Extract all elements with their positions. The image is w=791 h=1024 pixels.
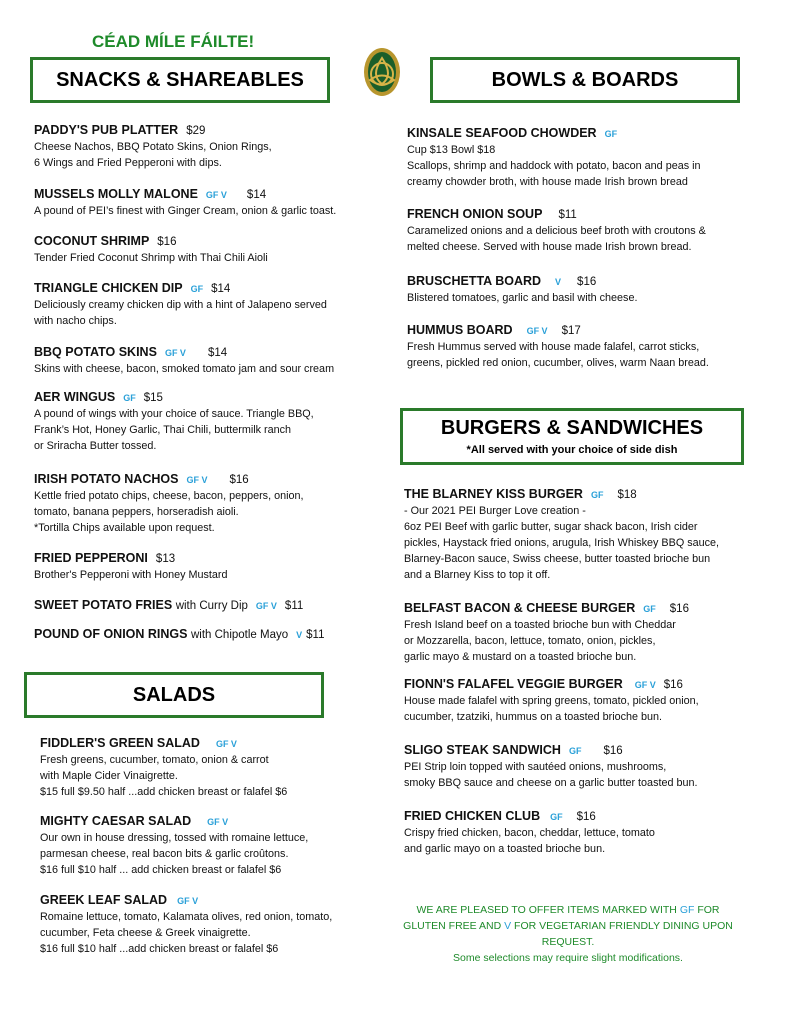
greeting: CÉAD MÍLE FÁILTE! bbox=[92, 32, 255, 51]
item-name: GREEK LEAF SALAD bbox=[40, 893, 168, 907]
item-name: KINSALE SEAFOOD CHOWDER bbox=[407, 126, 597, 140]
item-desc: Fresh Hummus served with house made falafel, carrot sticks, bbox=[407, 341, 700, 353]
item-name: MUSSELS MOLLY MALONE bbox=[34, 187, 198, 201]
dietary-tag: GF V bbox=[164, 348, 186, 358]
menu-item bbox=[34, 234, 268, 266]
item-desc: Kettle fried potato chips, cheese, bacon, peppers, onion, bbox=[34, 490, 304, 502]
dietary-tag: GF V bbox=[634, 680, 656, 690]
item-desc: Romaine lettuce, tomato, Kalamata olives, red onion, tomato, bbox=[40, 911, 333, 923]
dietary-tag: GF V bbox=[207, 817, 229, 827]
salads-title: SALADS bbox=[132, 683, 216, 706]
item-desc: creamy chowder broth, with house made Irish brown bread bbox=[407, 176, 688, 188]
item-desc: Blarney-Bacon sauce, Swiss cheese, butter toasted brioche bun bbox=[404, 553, 711, 565]
item-price: $14 bbox=[207, 347, 228, 359]
item-desc: Our own in house dressing, tossed with romaine lettuce, bbox=[40, 832, 309, 844]
menu-item bbox=[407, 126, 701, 190]
item-desc: and a Blarney Kiss to top it off. bbox=[404, 569, 551, 581]
menu-item bbox=[34, 627, 324, 641]
menu-item bbox=[34, 281, 327, 329]
burgers-subtitle: *All served with your choice of side dish bbox=[466, 444, 678, 456]
menu-item bbox=[404, 677, 699, 725]
menu-item bbox=[404, 601, 689, 665]
dietary-tag: GF bbox=[568, 746, 582, 756]
dietary-tag: GF bbox=[604, 129, 618, 139]
note-modifications: Some selections may require slight modifications. bbox=[453, 952, 683, 964]
burgers-title: BURGERS & SANDWICHES bbox=[440, 417, 704, 439]
item-desc: Crispy fried chicken, bacon, cheddar, lettuce, tomato bbox=[404, 827, 655, 839]
menu-item bbox=[34, 345, 334, 377]
dietary-tag: V bbox=[296, 630, 303, 640]
menu-item bbox=[407, 323, 709, 371]
item-name: MIGHTY CAESAR SALAD bbox=[40, 814, 192, 828]
item-price: $29 bbox=[186, 125, 206, 137]
item-desc: A pound of wings with your choice of sauce. Triangle BBQ, bbox=[34, 408, 314, 420]
item-desc: Fresh Island beef on a toasted brioche bun with Cheddar bbox=[404, 619, 676, 631]
celtic-knot-icon bbox=[360, 44, 404, 100]
item-desc: Caramelized onions and a delicious beef broth with croutons & bbox=[407, 225, 706, 237]
note-text: WE ARE PLEASED TO OFFER ITEMS MARKED WITH bbox=[416, 904, 680, 916]
item-price: $11 bbox=[306, 629, 325, 641]
dietary-tag: GF bbox=[190, 284, 204, 294]
menu-item bbox=[404, 487, 719, 583]
menu-item bbox=[34, 551, 228, 583]
item-name: SWEET POTATO FRIES bbox=[34, 598, 173, 612]
item-desc: pickles, Haystack fried onions, arugula, Irish Whiskey BBQ sauce, bbox=[404, 537, 720, 549]
item-price: $16 bbox=[157, 236, 177, 248]
dietary-tag: GF V bbox=[186, 475, 208, 485]
item-desc: and garlic mayo on a toasted brioche bun. bbox=[404, 843, 606, 855]
dietary-note bbox=[398, 902, 738, 966]
item-desc: cucumber, Feta cheese & Greek vinaigrette. bbox=[40, 927, 251, 939]
item-price: $16 bbox=[576, 811, 596, 823]
item-desc: Scallops, shrimp and haddock with potato, bacon and peas in bbox=[407, 160, 701, 172]
item-desc: House made falafel with spring greens, tomato, pickled onion, bbox=[404, 695, 699, 707]
item-desc: $16 full $10 half ...add chicken breast or falafel $6 bbox=[40, 943, 279, 955]
item-desc: cucumber, tzatziki, hummus on a toasted brioche bun. bbox=[404, 711, 663, 723]
item-name: HUMMUS BOARD bbox=[407, 323, 513, 337]
item-desc: garlic mayo & mustard on a toasted brioche bun. bbox=[404, 651, 637, 663]
item-desc: parmesan cheese, real bacon bits & garlic croûtons. bbox=[40, 848, 289, 860]
dietary-tag: GF V bbox=[215, 739, 237, 749]
menu-item bbox=[407, 274, 637, 306]
item-name: FRIED CHICKEN CLUB bbox=[404, 809, 541, 823]
menu-item bbox=[34, 598, 303, 612]
menu-item bbox=[40, 736, 287, 800]
item-desc: *Tortilla Chips available upon request. bbox=[34, 522, 215, 534]
item-desc: greens, pickled red onion, cucumber, olives, warm Naan bread. bbox=[407, 357, 709, 369]
bowls-title: BOWLS & BOARDS bbox=[491, 68, 679, 91]
item-price: $14 bbox=[246, 189, 267, 201]
item-desc: 6 Wings and Fried Pepperoni with dips. bbox=[34, 157, 222, 169]
item-name: SLIGO STEAK SANDWICH bbox=[404, 743, 561, 757]
dietary-tag: GF bbox=[590, 490, 604, 500]
item-desc: Cup $13 Bowl $18 bbox=[407, 144, 496, 156]
menu-item bbox=[404, 809, 655, 857]
item-price: $16 bbox=[663, 679, 683, 691]
dietary-tag: GF bbox=[643, 604, 656, 614]
item-price: $17 bbox=[561, 325, 581, 337]
item-desc: 6oz PEI Beef with garlic butter, sugar shack bacon, Irish cider bbox=[404, 521, 698, 533]
item-desc: Cheese Nachos, BBQ Potato Skins, Onion Rings, bbox=[34, 141, 272, 153]
item-desc: $15 full $9.50 half ...add chicken breast or falafel $6 bbox=[40, 786, 288, 798]
item-desc: or Sriracha Butter tossed. bbox=[34, 440, 157, 452]
item-name: AER WINGUS bbox=[34, 390, 116, 404]
item-desc: with nacho chips. bbox=[34, 315, 117, 327]
item-name: TRIANGLE CHICKEN DIP bbox=[34, 281, 183, 295]
item-desc: Skins with cheese, bacon, smoked tomato jam and sour cream bbox=[34, 363, 335, 375]
item-price: $14 bbox=[211, 283, 231, 295]
menu-item bbox=[407, 207, 706, 255]
item-name: IRISH POTATO NACHOS bbox=[34, 472, 179, 486]
menu-item bbox=[404, 743, 698, 791]
item-desc: - Our 2021 PEI Burger Love creation - bbox=[404, 505, 586, 517]
item-desc: $16 full $10 half ... add chicken breast or falafel $6 bbox=[40, 864, 282, 876]
item-price: $13 bbox=[155, 553, 176, 565]
item-price: $16 bbox=[229, 474, 249, 486]
v-label: V bbox=[504, 920, 512, 932]
item-name: BRUSCHETTA BOARD bbox=[407, 274, 542, 288]
item-extra: with Chipotle Mayo bbox=[190, 629, 289, 641]
item-name: POUND OF ONION RINGS bbox=[34, 627, 188, 641]
item-desc: PEI Strip loin topped with sautéed onions, mushrooms, bbox=[404, 761, 667, 773]
item-price: $15 bbox=[143, 392, 163, 404]
snacks-header bbox=[30, 57, 330, 103]
menu-item bbox=[34, 187, 336, 219]
menu-item bbox=[34, 472, 304, 536]
item-extra: with Curry Dip bbox=[175, 600, 248, 612]
gf-label: GF bbox=[679, 904, 695, 916]
item-name: THE BLARNEY KISS BURGER bbox=[404, 487, 583, 501]
item-price: $18 bbox=[617, 489, 637, 501]
menu-item bbox=[40, 814, 308, 878]
item-desc: Tender Fried Coconut Shrimp with Thai Chili Aioli bbox=[34, 252, 268, 264]
item-desc: Deliciously creamy chicken dip with a hint of Jalapeno served bbox=[34, 299, 327, 311]
item-name: FIONN'S FALAFEL VEGGIE BURGER bbox=[404, 677, 623, 691]
item-name: PADDY'S PUB PLATTER bbox=[34, 123, 179, 137]
item-desc: or Mozzarella, bacon, lettuce, tomato, onion, pickles, bbox=[404, 635, 656, 647]
item-desc: melted cheese. Served with house made Irish brown bread. bbox=[407, 241, 692, 253]
dietary-tag: GF V bbox=[205, 190, 227, 200]
item-desc: A pound of PEI’s finest with Ginger Cream, onion & garlic toast. bbox=[34, 205, 337, 217]
item-price: $11 bbox=[284, 600, 304, 612]
dietary-tag: GF bbox=[123, 393, 136, 403]
dietary-tag: GF V bbox=[177, 896, 199, 906]
item-desc: Fresh greens, cucumber, tomato, onion & carrot bbox=[40, 754, 269, 766]
item-desc: Brother's Pepperoni with Honey Mustard bbox=[34, 569, 228, 581]
item-price: $16 bbox=[603, 745, 623, 757]
menu-item bbox=[34, 123, 272, 171]
menu-item bbox=[34, 390, 314, 454]
item-price: $11 bbox=[558, 209, 577, 221]
item-name: FIDDLER'S GREEN SALAD bbox=[40, 736, 200, 750]
item-name: BBQ POTATO SKINS bbox=[34, 345, 157, 359]
item-price: $16 bbox=[577, 276, 597, 288]
salads-header bbox=[24, 672, 324, 718]
item-desc: with Maple Cider Vinaigrette. bbox=[40, 770, 178, 782]
menu-item bbox=[40, 893, 332, 957]
snacks-title: SNACKS & SHAREABLES bbox=[56, 68, 304, 91]
item-price: $16 bbox=[669, 603, 689, 615]
item-desc: Blistered tomatoes, garlic and basil with cheese. bbox=[407, 292, 638, 304]
item-name: COCONUT SHRIMP bbox=[34, 234, 150, 248]
dietary-tag: GF bbox=[550, 812, 563, 822]
bowls-header bbox=[430, 57, 740, 103]
item-name: FRENCH ONION SOUP bbox=[407, 207, 543, 221]
burgers-header bbox=[400, 408, 744, 465]
dietary-tag: GF V bbox=[526, 326, 548, 336]
dietary-tag: V bbox=[555, 277, 562, 287]
item-desc: Frank’s Hot, Honey Garlic, Thai Chili, buttermilk ranch bbox=[34, 424, 292, 436]
item-desc: smoky BBQ sauce and cheese on a garlic butter toasted bun. bbox=[404, 777, 698, 789]
item-name: BELFAST BACON & CHEESE BURGER bbox=[404, 601, 636, 615]
item-name: FRIED PEPPERONI bbox=[34, 551, 148, 565]
note-text: FOR GLUTEN FREE AND bbox=[403, 904, 720, 932]
dietary-tag: GF V bbox=[255, 601, 277, 611]
note-text: FOR VEGETARIAN FRIENDLY DINING UPON REQUEST. bbox=[511, 920, 733, 948]
item-desc: tomato, banana peppers, horseradish aioli. bbox=[34, 506, 239, 518]
